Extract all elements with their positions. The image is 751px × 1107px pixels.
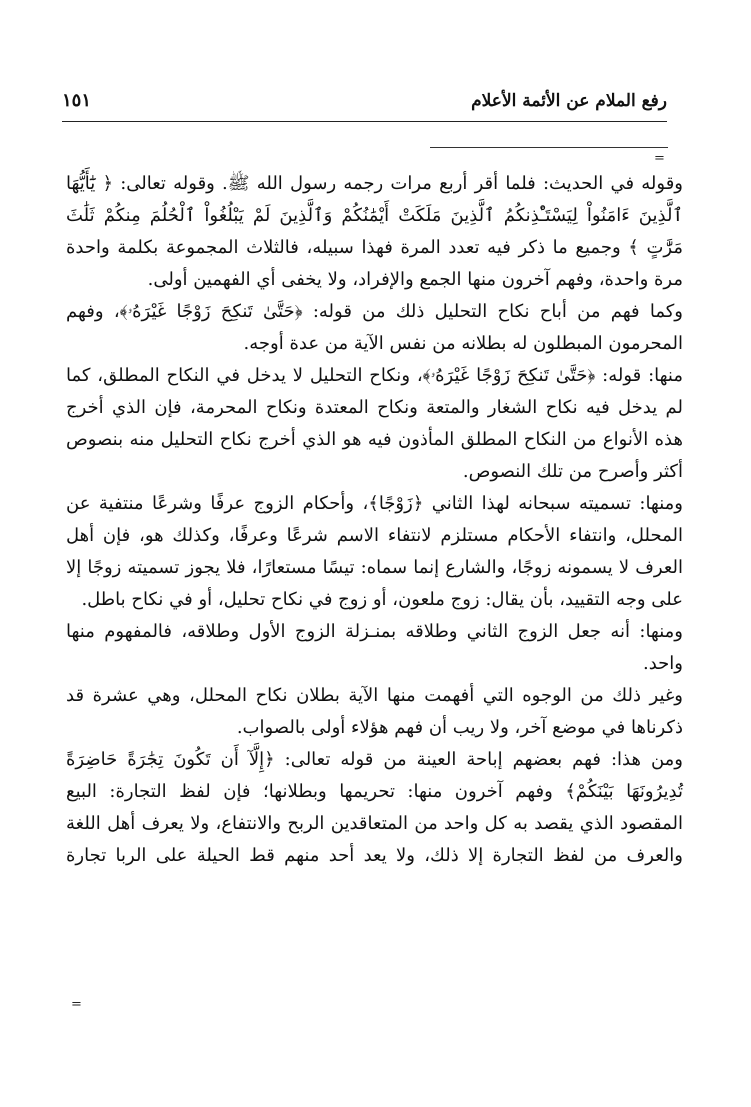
paragraph-2: وكما فهم من أباح نكاح التحليل ذلك من قوله: ﴿حَتَّىٰ تَنكِحَ زَوْجًا غَيْرَهُۥ﴾، وفهم المحرمون المبطلون له بطلانه من نفس الآية من عدة أوجه. — [66, 301, 683, 354]
paragraph-1: وقوله في الحديث: فلما أقر أربع مرات رجمه رسول الله ﷺ. وقوله تعالى: ﴿ يَٰٓأَيُّهَا ٱلَّذِينَ ءَامَنُواْ لِيَسْتَـْٔذِنكُمُ ٱلَّذِينَ مَلَكَتْ أَيْمَٰنُكُمْ وَٱلَّذِينَ لَمْ يَبْلُغُواْ ٱلْحُلُمَ مِنكُمْ ثَلَٰثَ مَرَّٰتٍ ﴾ وجميع ما ذكر فيه تعدد المرة فهذا سبيله، فالثلاث المجموعة بكلمة واحدة مرة واحدة، وفهم آخرون منها الجمع والإفراد، ولا يخفى أي الفهمين أولى. — [66, 173, 683, 290]
paragraph-4: ومنها: تسميته سبحانه لهذا الثاني ﴿زَوْجًا﴾، وأحكام الزوج عرفًا وشرعًا منتفية عن المحلل، وانتفاء الأحكام مستلزم لانتفاء الاسم شرعًا وعرفًا، وكذلك هو، فإن أهل العرف لا يسمونه زوجًا، والشارع إنما سماه: تيسًا مستعارًا، فلا يجوز تسميته زوجًا إلا على وجه التقييد، بأن يقال: زوج ملعون، أو زوج في نكاح تحليل، أو في نكاح باطل. — [66, 493, 683, 610]
footnote-rule — [430, 147, 668, 148]
paragraph-3: منها: قوله: ﴿حَتَّىٰ تَنكِحَ زَوْجًا غَيْرَهُۥ﴾، ونكاح التحليل لا يدخل في النكاح المطلق، كما لم يدخل فيه نكاح الشغار والمتعة ونكاح المعتدة ونكاح المحرمة، فإن الذي أخرج هذه الأنواع من النكاح المطلق المأذون فيه هو الذي أخرج نكاح التحليل منه بنصوص أكثر وأصرح من تلك النصوص. — [66, 365, 683, 482]
paragraph-5: ومنها: أنه جعل الزوج الثاني وطلاقه بمنـزلة الزوج الأول وطلاقه، فالمفهوم منها واحد. — [66, 621, 683, 674]
paragraph-6: وغير ذلك من الوجوه التي أفهمت منها الآية بطلان نكاح المحلل، وهي عشرة قد ذكرناها في موضع آخر، ولا ريب أن فهم هؤلاء أولى بالصواب. — [66, 685, 683, 738]
main-text — [66, 168, 683, 872]
running-header — [62, 86, 667, 118]
continuation-marker-bottom: = — [71, 997, 82, 1012]
header-divider — [62, 121, 667, 122]
page-number: ١٥١ — [62, 90, 92, 111]
continuation-marker-top: = — [654, 151, 665, 166]
paragraph-7: ومن هذا: فهم بعضهم إباحة العينة من قوله تعالى: ﴿إِلَّآ أَن تَكُونَ تِجَٰرَةً حَاضِرَةً تُدِيرُونَهَا بَيْنَكُمْ﴾ وفهم آخرون منها: تحريمها وبطلانها؛ فإن لفظ التجارة: البيع المقصود الذي يقصد به كل واحد من المتعاقدين الربح والانتفاع، ولا يعرف أهل اللغة والعرف من لفظ التجارة إلا ذلك، ولا يعد أحد منهم قط الحيلة على الربا تجارة — [66, 749, 683, 866]
running-title: رفع الملام عن الأئمة الأعلام — [471, 91, 667, 111]
